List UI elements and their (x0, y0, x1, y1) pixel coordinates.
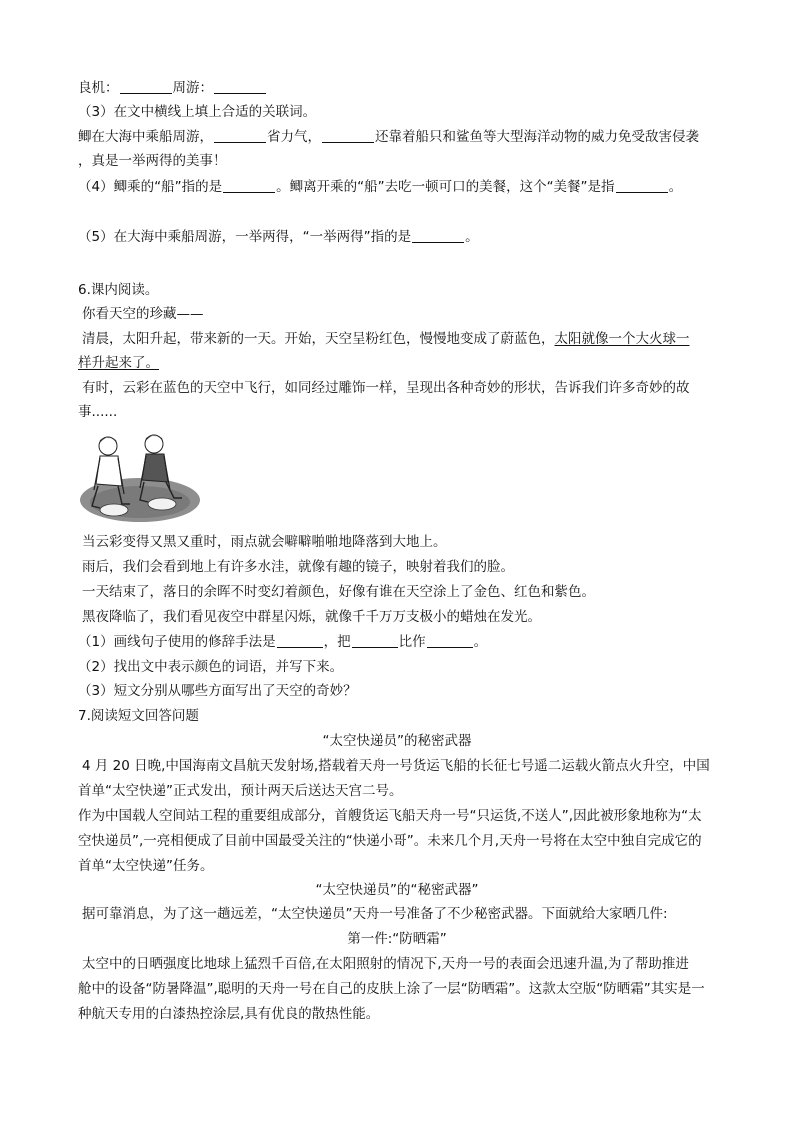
underlined-sentence: 样升起来了。 (78, 355, 159, 371)
q7-item1-line: 舱中的设备“防暑降温”,聪明的天舟一号在自己的皮肤上涂了一层“防晒霜”。这款太空版“防晒霜”其实是一 (78, 981, 705, 997)
q5-sub3-instruction: （3）在文中横线上填上合适的关联词。 (78, 104, 317, 120)
q6-question2: （2）找出文中表示颜色的词语，并写下来。 (78, 659, 344, 675)
answer-blank (616, 178, 668, 193)
label-zhouyou: 周游： (172, 80, 213, 96)
q6-para1-line2 (78, 354, 159, 372)
underlined-sentence: 太阳就像一个大火球一 (554, 331, 690, 347)
q6-question1 (78, 633, 487, 651)
q6-para1-line1 (82, 330, 690, 348)
text-segment: （5）在大海中乘船周游，一举两得，“一举两得”指的是 (78, 229, 412, 245)
text-segment: 。 (465, 229, 479, 245)
q7-article-title: “太空快递员”的秘密武器 (322, 733, 472, 749)
answer-blank (412, 228, 464, 243)
answer-blank (322, 128, 374, 143)
q6-para3: 当云彩变得又黑又重时，雨点就会噼噼啪啪地降落到大地上。 (82, 534, 447, 550)
answer-blank (120, 79, 172, 94)
text-segment: 还靠着船只和鲨鱼等大型海洋动物的威力免受敌害侵袭 (375, 129, 699, 145)
q6-para4: 雨后，我们会看到地上有许多水洼，就像有趣的镜子，映射着我们的脸。 (82, 559, 514, 575)
q6-question3: （3）短文分别从哪些方面写出了天空的奇妙？ (78, 683, 357, 699)
answer-blank (223, 178, 275, 193)
answer-blank (352, 633, 398, 648)
q7-item1-line: 种航天专用的白漆热控涂层,具有优良的散热性能。 (78, 1006, 380, 1022)
q5-sub5 (78, 228, 479, 246)
q7-item1-title: 第一件:“防晒霜” (347, 931, 447, 947)
label-liangji: 良机： (78, 80, 119, 96)
q7-intro: 据可靠消息，为了这一趟远差，“太空快递员”天舟一号准备了不少秘密武器。下面就给大家晒几件: (82, 906, 668, 922)
q6-para5: 一天结束了，落日的余晖不时变幻着颜色，好像有谁在天空涂上了金色、红色和紫色。 (82, 584, 595, 600)
q6-heading: 6.课内阅读。 (78, 282, 159, 298)
q5-sub3-sentence-end: ，真是一举两得的美事！ (78, 153, 227, 169)
answer-blank (277, 633, 323, 648)
answer-blank (427, 633, 473, 648)
q7-body-line: 空快递员”,一亮相便成了目前中国最受关注的“快递小哥”。未来几个月,天舟一号将在太空中独自完成它的 (78, 833, 702, 849)
q7-section-subtitle: “太空快递员”的“秘密武器” (315, 882, 479, 898)
q5-sub4 (78, 178, 682, 196)
q6-para2-line1: 有时，云彩在蓝色的天空中飞行，如同经过雕饰一样，呈现出各种奇妙的形状，告诉我们许多奇妙的故 (82, 380, 690, 396)
q7-body-line: 作为中国载人空间站工程的重要组成部分，首艘货运飞船天舟一号“只运货,不送人”,因此被形象地称为“太 (78, 808, 702, 824)
text-segment: 。鲫离开乘的“船”去吃一顿可口的美餐，这个“美餐”是指 (276, 179, 615, 195)
q7-body-line: 4 月 20 日晚,中国海南文昌航天发射场,搭载着天舟一号货运飞船的长征七号遥二运载火箭点火升空，中国 (82, 758, 710, 774)
q7-item1-line: 太空中的日晒强度比地球上猛烈千百倍,在太阳照射的情况下,天舟一号的表面会迅速升温,为了帮助推进 (82, 956, 689, 972)
text-segment: 。 (668, 179, 683, 195)
text-segment: ，把 (323, 634, 351, 650)
q7-body-line: 首单“太空快递”正式发出，预计两天后送达天宫二号。 (78, 783, 403, 799)
text-segment: （4）鲫乘的“船”指的是 (78, 179, 223, 195)
q7-heading: 7.阅读短文回答问题 (78, 708, 199, 724)
q6-para6: 黑夜降临了，我们看见夜空中群星闪烁，就像千千万万支极小的蜡烛在发光。 (82, 609, 541, 625)
text-segment: 省力气， (267, 129, 321, 145)
text-segment: 比作 (398, 634, 426, 650)
illustration-kids-puddle (78, 428, 202, 526)
text-segment: （1）画线句子使用的修辞手法是 (78, 634, 276, 650)
answer-blank (214, 128, 266, 143)
q5-sub3-sentence (78, 128, 699, 146)
q6-para2-line2: 事...... (78, 404, 118, 420)
answer-blank (214, 79, 266, 94)
q7-body-line: 首单“太空快递”任务。 (78, 858, 214, 874)
text-segment: 清晨，太阳升起，带来新的一天。开始，天空呈粉红色，慢慢地变成了蔚蓝色， (82, 331, 555, 347)
q5-line-liangji (78, 79, 267, 97)
text-segment: 。 (473, 634, 488, 650)
text-segment: 鲫在大海中乘船周游， (78, 129, 213, 145)
q6-passage-title: 你看天空的珍藏—— (82, 306, 204, 322)
